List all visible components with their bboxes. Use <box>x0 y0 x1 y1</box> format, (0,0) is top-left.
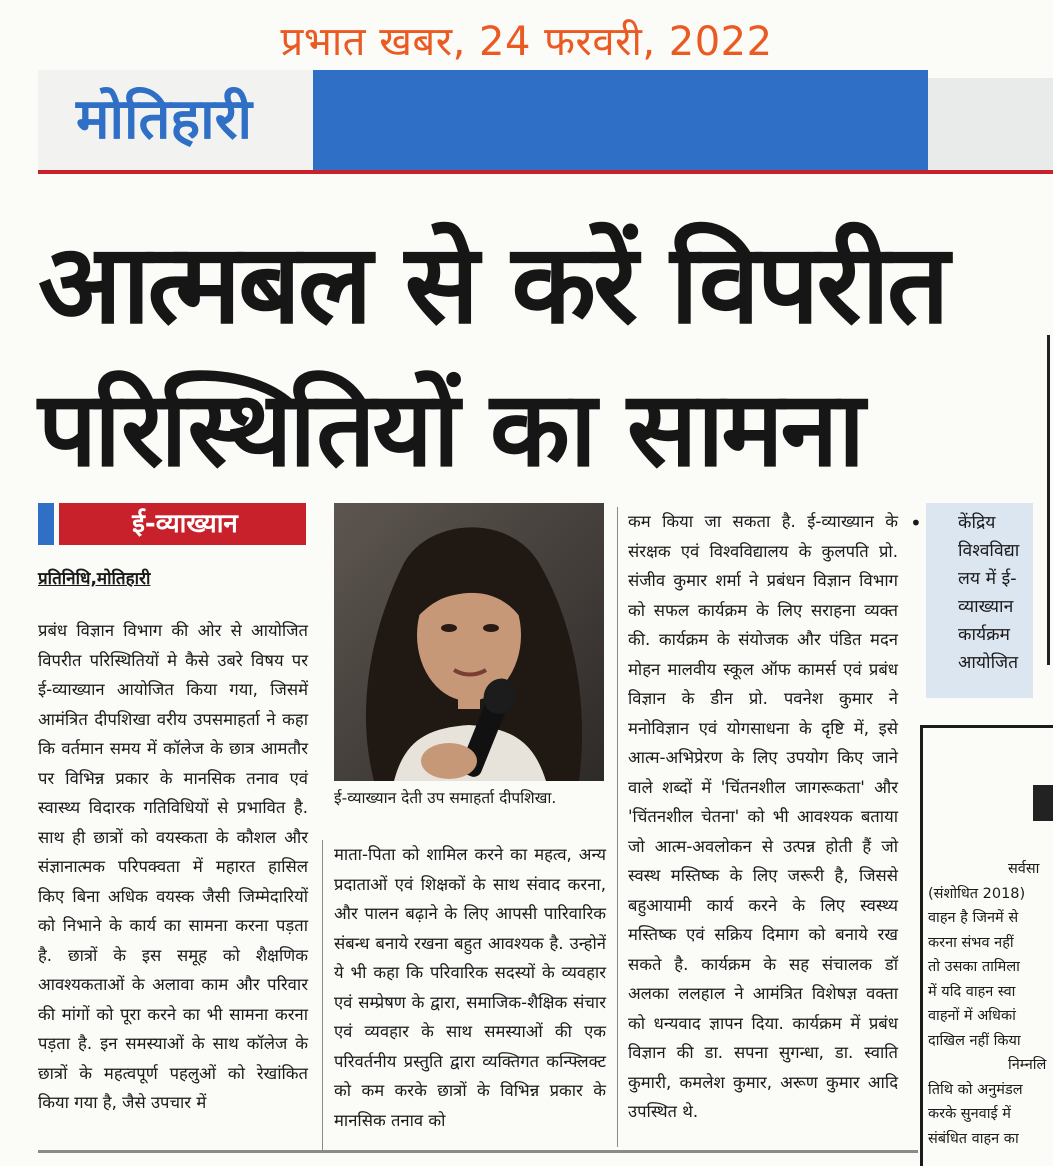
adjacent-article-line: तिथि को अनुमंडल <box>928 1081 1023 1098</box>
adjacent-article-line: सर्वसा <box>1008 861 1040 877</box>
sidebar-text: केंद्रिय विश्वविद्या लय में ई-व्याख्यान कार्यक्रम आयोजित <box>958 513 1020 673</box>
byline: प्रतिनिधि,मोतिहारी <box>38 569 151 589</box>
section-title: मोतिहारी <box>76 87 253 152</box>
category-tag-label: ई-व्याख्यान <box>132 509 238 539</box>
adjacent-article-line: करना संभव नहीं <box>928 934 1014 951</box>
adjacent-article-text <box>928 857 1053 1151</box>
bullet-icon: • <box>910 511 922 535</box>
adjacent-article-line: संबंधित वाहन का <box>928 1130 1019 1147</box>
headline-line-2: परिस्थितियों का सामना <box>38 368 863 490</box>
publication-date-line: प्रभात खबर, 24 फरवरी, 2022 <box>280 19 773 65</box>
adjacent-article-line: में यदि वाहन स्वा <box>928 983 1016 1000</box>
article-column-2: माता-पिता को शामिल करने का महत्व, अन्य प्रदाताओं एवं शिक्षकों के साथ संवाद करना, और पालन बढ़ाने के लिए आपसी पारिवारिक संबन्ध बनाये रखना बहुत आवश्यक है. उन्होनें ये भी कहा कि परिवारिक सदस्यों के व्यवहार एवं सम्प्रेषण के द्वारा, समाजिक-शैक्षिक संचार एवं व्यवहार के साथ समस्याओं की एक परिवर्तनीय प्रस्तुति द्वारा व्यक्तिगत कन्फ्लिक्ट को कम करके छात्रों के विभिन्न प्रकार के मानसिक तनाव को <box>334 845 606 1130</box>
adjacent-article-line: वाहन है जिनमें से <box>928 910 1019 926</box>
column-divider <box>322 840 323 1150</box>
adjacent-article-line: करके सुनवाई में <box>928 1106 1011 1122</box>
section-divider <box>38 170 1053 174</box>
headline-line-1: आत्मबल से करें विपरीत <box>38 220 947 348</box>
adjacent-article-line: वाहनों में अधिकां <box>928 1008 1016 1024</box>
adjacent-article-line: निम्नलि <box>1008 1057 1047 1073</box>
category-tag <box>38 503 306 545</box>
adjacent-article-line: तो उसका तामिला <box>928 959 1020 975</box>
page-edge-rule <box>1047 335 1050 665</box>
speaker-photo-illustration <box>334 503 604 781</box>
highlight-sidebar <box>910 503 1033 698</box>
column-divider <box>617 507 618 1147</box>
section-banner-extension <box>928 78 1053 173</box>
section-title-box <box>38 70 313 170</box>
adjacent-article-tag <box>1033 785 1053 821</box>
article-photo <box>334 503 604 781</box>
tag-accent-gap <box>54 503 59 545</box>
bottom-divider <box>38 1150 918 1153</box>
article-column-1: प्रबंध विज्ञान विभाग की ओर से आयोजित विपरीत परिस्थितियों मे कैसे उबरे विषय पर ई-व्याख्यान आयोजित किया गया, जिसमें आमंत्रित दीपशिखा वरीय उपसमाहर्ता ने कहा कि वर्तमान समय में कॉलेज के छात्र आमतौर पर विभिन्न प्रकार के मानसिक तनाव एवं स्वास्थ्य विदारक गतिविधियों से प्रभावित है. साथ ही छात्रों को वयस्कता के कौशल और संज्ञानात्मक परिपक्वता में महारत हासिल किए बिना अधिक वयस्क जैसी जिम्मेदारियों को निभाने के कार्य का सामना करना पड़ता है. छात्रों के इस समूह को शैक्षणिक आवश्यकताओं के अलावा काम और परिवार की मांगों को पूरा करने का भी सामना करना पड़ता है. इन समस्याओं के साथ कॉलेज के छात्रों के महत्वपूर्ण पहलुओं को रेखांकित किया गया है, जैसे उपचार में <box>38 621 308 1112</box>
adjacent-article-line: (संशोधित 2018) <box>928 885 1026 902</box>
photo-caption: ई-व्याख्यान देती उप समाहर्ता दीपशिखा. <box>334 789 557 807</box>
tag-accent-stripe <box>38 503 54 545</box>
adjacent-article-line: दाखिल नहीं किया <box>928 1032 1021 1049</box>
article-column-3: कम किया जा सकता है. ई-व्याख्यान के संरक्षक एवं विश्वविद्यालय के कुलपति प्रो. संजीव कुमार शर्मा ने प्रबंधन विज्ञान विभाग को सफल कार्यक्रम के लिए सराहना व्यक्त की. कार्यक्रम के संयोजक और पंडित मदन मोहन मालवीय स्कूल ऑफ कामर्स एवं प्रबंध विज्ञान के डीन प्रो. पवनेश कुमार ने मनोविज्ञान एवं योगसाधना के दृष्टि में, इसे आत्म-अभिप्रेरण के लिए उपयोग किए जाने वाले शब्दों में 'चिंतनशील जागरूकता' और 'चिंतनशील चेतना' को भी आवश्यक बताया जो आत्म-अवलोकन से उत्पन्न होती हैं जो स्वस्थ मस्तिष्क के लिए जरूरी है, जिससे बहुआयामी कार्य करने के लिए स्वस्थ्य मस्तिष्क एवं सक्रिय दिमाग को बनाये रख सकते है. कार्यक्रम के सह संचालक डॉ अलका ललहाल ने आमंत्रित विशेषज्ञ वक्ता को धन्यवाद ज्ञापन दिया. कार्यक्रम में प्रबंध विज्ञान की डा. सपना सुगन्धा, डा. स्वाति कुमारी, कमलेश कुमार, अरूण कुमार आदि उपस्थित थे. <box>628 512 898 1121</box>
